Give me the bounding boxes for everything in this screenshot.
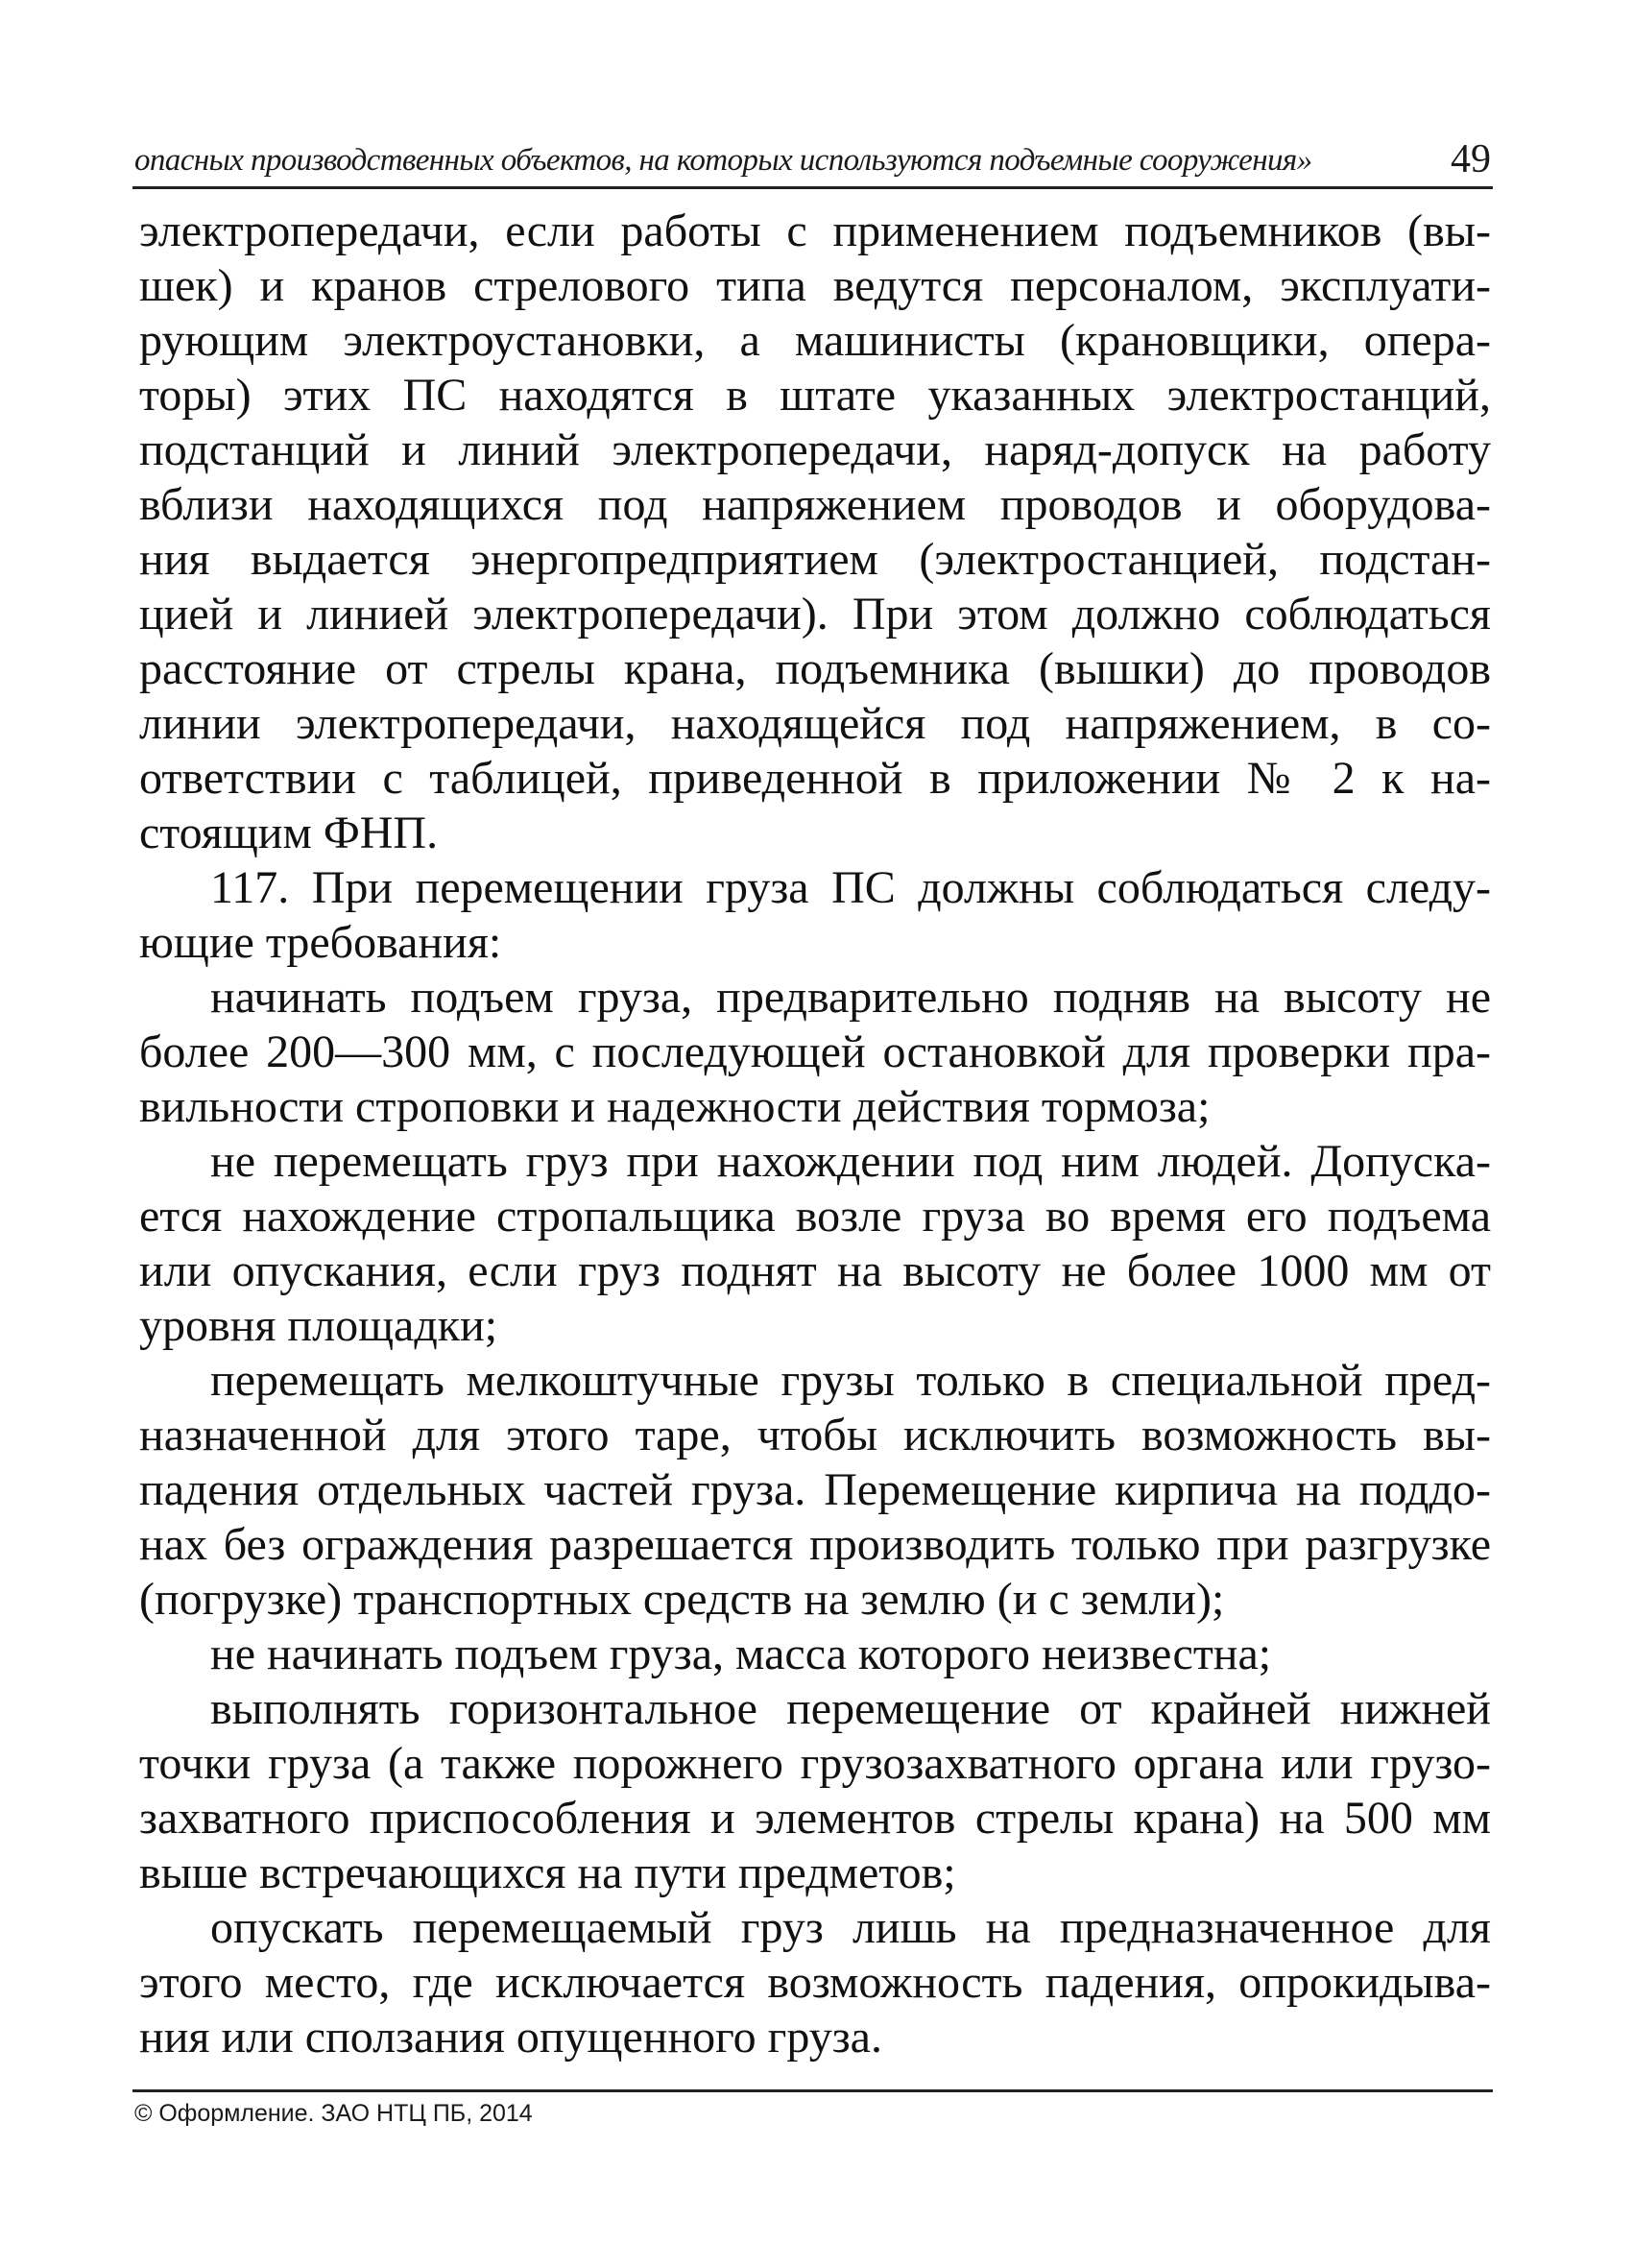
requirement-item: не перемещать груз при нахождении под ним людей. Допуска- bbox=[210, 1136, 1491, 1187]
text-line: расстояние от стрелы крана, подъемника (вышки) до проводов bbox=[139, 643, 1491, 694]
clause-117-heading: 117. При перемещении груза ПС должны соблюдаться следу- bbox=[210, 862, 1491, 913]
page-number: 49 bbox=[1451, 137, 1491, 181]
text-line: рующим электроустановки, а машинисты (крановщики, опера- bbox=[139, 315, 1491, 366]
text-line: вблизи находящихся под напряжением проводов и оборудова- bbox=[139, 479, 1491, 530]
text-line: нах без ограждения разрешается производить только при разгрузке bbox=[139, 1519, 1491, 1570]
text-line: (погрузке) транспортных средств на землю (и с земли); bbox=[139, 1574, 1225, 1625]
text-line: или опускания, если груз поднят на высоту не более 1000 мм от bbox=[139, 1245, 1491, 1296]
text-line: уровня площадки; bbox=[139, 1300, 498, 1351]
text-line: этого место, где исключается возможность падения, опрокидыва- bbox=[139, 1957, 1491, 2008]
text-line: ния выдается энергопредприятием (электростанцией, подстан- bbox=[139, 534, 1491, 585]
text-line: ется нахождение стропальщика возле груза во время его подъема bbox=[139, 1191, 1491, 1242]
text-line: линии электропередачи, находящейся под напряжением, в со- bbox=[139, 698, 1491, 749]
text-line: ющие требования: bbox=[139, 917, 502, 968]
requirement-item: опускать перемещаемый груз лишь на предназначенное для bbox=[210, 1902, 1491, 1953]
text-line: выше встречающихся на пути предметов; bbox=[139, 1847, 956, 1898]
body-text bbox=[139, 204, 1491, 2064]
text-line: цией и линией электропередачи). При этом должно соблюдаться bbox=[139, 589, 1491, 639]
text-line: стоящим ФНП. bbox=[139, 808, 439, 858]
text-line: захватного приспособления и элементов стрелы крана) на 500 мм bbox=[139, 1793, 1491, 1844]
requirement-item: выполнять горизонтальное перемещение от крайней нижней bbox=[210, 1683, 1491, 1734]
footer-copyright: © Оформление. ЗАО НТЦ ПБ, 2014 bbox=[134, 2100, 533, 2127]
text-line: точки груза (а также порожнего грузозахватного органа или грузо- bbox=[139, 1738, 1491, 1789]
page-header bbox=[132, 133, 1493, 189]
text-line: падения отдельных частей груза. Перемещение кирпича на поддо- bbox=[139, 1464, 1491, 1515]
text-line: более 200—300 мм, с последующей остановкой для проверки пра- bbox=[139, 1026, 1491, 1077]
text-line: торы) этих ПС находятся в штате указанных электростанций, bbox=[139, 370, 1491, 421]
requirement-item: начинать подъем груза, предварительно подняв на высоту не bbox=[210, 972, 1491, 1023]
text-line: вильности строповки и надежности действия тормоза; bbox=[139, 1081, 1211, 1132]
text-line: шек) и кранов стрелового типа ведутся персоналом, эксплуати- bbox=[139, 260, 1491, 311]
text-line: подстанций и линий электропередачи, наряд-допуск на работу bbox=[139, 424, 1491, 475]
footer-divider bbox=[132, 2089, 1493, 2092]
requirement-item: не начинать подъем груза, масса которого неизвестна; bbox=[210, 1629, 1272, 1679]
text-line: ния или сползания опущенного груза. bbox=[139, 2012, 882, 2063]
text-line: ответствии с таблицей, приведенной в приложении № 2 к на- bbox=[139, 753, 1491, 804]
requirement-item: перемещать мелкоштучные грузы только в специальной пред- bbox=[210, 1355, 1491, 1406]
running-title: опасных производственных объектов, на которых используются подъемные сооружения» bbox=[134, 143, 1312, 178]
text-line: назначенной для этого таре, чтобы исключить возможность вы- bbox=[139, 1410, 1491, 1460]
text-line: электропередачи, если работы с применением подъемников (вы- bbox=[139, 205, 1491, 256]
